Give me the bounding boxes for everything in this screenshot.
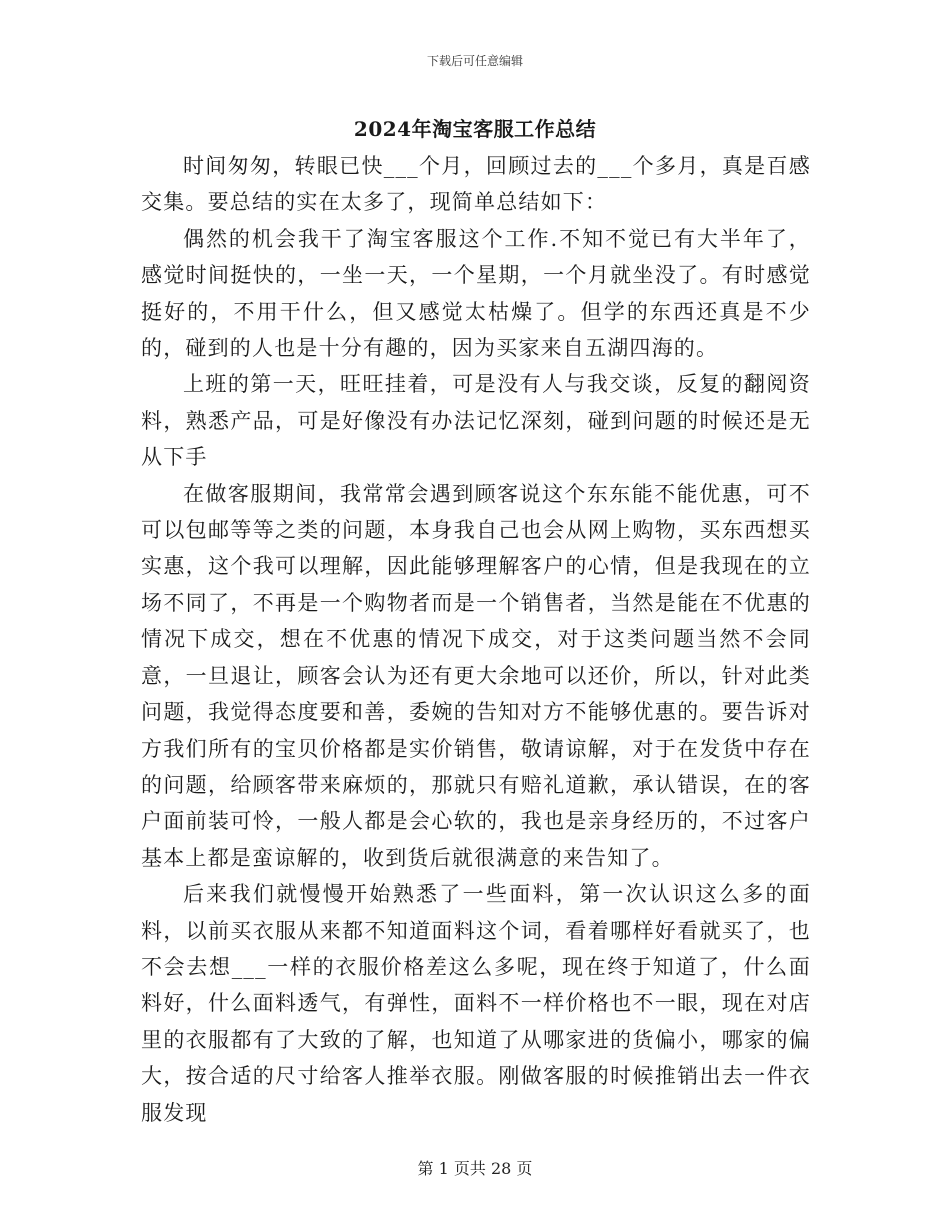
page-footer: 第 1 页共 28 页 [417, 1159, 533, 1178]
header-note: 下载后可任意编辑 [426, 54, 523, 68]
paragraph: 偶然的机会我干了淘宝客服这个工作.不知不觉已有大半年了，感觉时间挺快的，一坐一天，一个星期，一个月就坐没了。有时感觉挺好的，不用干什么，但又感觉太枯燥了。但学的东西还真是不少的，碰到的人也是十分有趣的，因为买家来自五湖四海的。 [141, 226, 811, 361]
paragraph: 时间匆匆，转眼已快___个月，回顾过去的___个多月，真是百感交集。要总结的实在太多了，现简单总结如下： [141, 154, 811, 215]
paragraph: 上班的第一天，旺旺挂着，可是没有人与我交谈，反复的翻阅资料，熟悉产品，可是好像没有办法记忆深刻，碰到问题的时候还是无从下手 [141, 372, 811, 470]
paragraph: 在做客服期间，我常常会遇到顾客说这个东东能不能优惠，可不可以包邮等等之类的问题，本身我自己也会从网上购物，买东西想买实惠，这个我可以理解，因此能够理解客户的心情，但是我现在的立场不同了，不再是一个购物者而是一个销售者，当然是能在不优惠的情况下成交，想在不优惠的情况下成交，对于这类问题当然不会同意，一旦退让，顾客会认为还有更大余地可以还价，所以，针对此类问题，我觉得态度要和善，委婉的告知对方不能够优惠的。要告诉对方我们所有的宝贝价格都是实价销售，敬请谅解，对于在发货中存在的问题，给顾客带来麻烦的，那就只有赔礼道歉，承认错误，在的客户面前装可怜，一般人都是会心软的，我也是亲身经历的，不过客户基本上都是蛮谅解的，收到货后就很满意的来告知了。 [141, 481, 811, 870]
document-title: 2024年淘宝客服工作总结 [353, 117, 597, 141]
document-body [141, 148, 811, 1131]
paragraph: 后来我们就慢慢开始熟悉了一些面料，第一次认识这么多的面料，以前买衣服从来都不知道面料这个词，看着哪样好看就买了，也不会去想___一样的衣服价格差这么多呢，现在终于知道了，什么面料好，什么面料透气，有弹性，面料不一样价格也不一眼，现在对店里的衣服都有了大致的了解，也知道了从哪家进的货偏小，哪家的偏大，按合适的尺寸给客人推举衣服。刚做客服的时候推销出去一件衣服发现 [141, 882, 811, 1125]
